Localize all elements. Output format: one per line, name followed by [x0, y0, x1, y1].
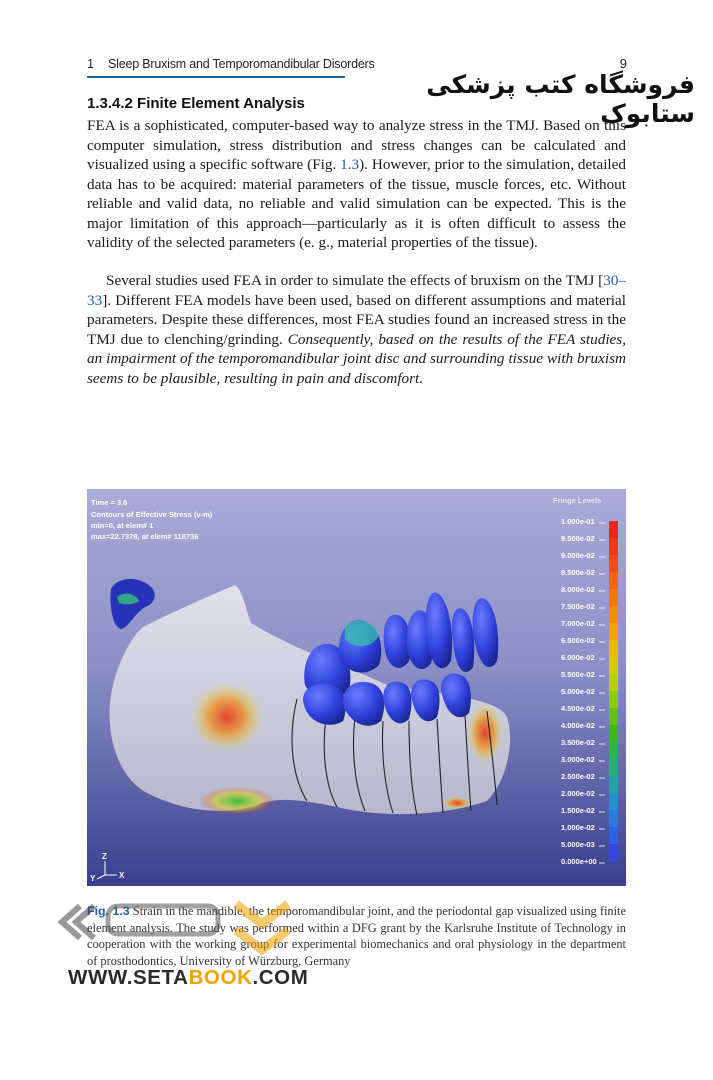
legend-level-label: 1.000e-01 — [561, 517, 595, 526]
axis-y-label: Y — [90, 874, 96, 883]
citation-link[interactable]: 30–33 — [87, 272, 626, 309]
legend-level-label: 2.000e-02 — [561, 789, 595, 798]
legend-level-label: 7.000e-02 — [561, 619, 595, 628]
stress-hotspot-chin — [443, 797, 471, 809]
setabook-logo-watermark — [58, 896, 328, 964]
stress-hotspot-ramus — [191, 683, 263, 751]
legend-level-label: 1.500e-02 — [561, 806, 595, 815]
legend-swatch — [609, 572, 618, 590]
site-url-watermark — [68, 966, 308, 990]
info-line-1: Contours of Effective Stress (v-m) — [91, 510, 213, 519]
legend-swatch — [609, 742, 618, 760]
legend-level-label: 2.500e-02 — [561, 772, 595, 781]
legend-level-label: 3.000e-02 — [561, 755, 595, 764]
section-heading: 1.3.4.2 Finite Element Analysis — [87, 95, 305, 112]
info-line-2: min=0, at elem# 1 — [91, 521, 154, 530]
legend-swatch — [609, 657, 618, 675]
p2-italic-conclusion: Consequently, based on the results of the FEA studies, an impairment of the temporomandibular joint disc and surrounding tissue with bruxism seems to be plausible, resulting in pain and discomfort. — [87, 330, 626, 387]
legend-level-label: 8.000e-02 — [561, 585, 595, 594]
legend-level-label: 9.000e-02 — [561, 551, 595, 560]
legend-level-label: 6.500e-02 — [561, 636, 595, 645]
page-number: 9 — [619, 56, 627, 71]
legend-swatch — [609, 759, 618, 777]
legend-level-label: 1.000e-02 — [561, 823, 595, 832]
info-line-0: Time = 3.6 — [91, 498, 128, 507]
p1-text-b: ). However, prior to the simulation, detailed data has to be acquired: material parameters of the tissue, muscle forces, etc. Without reliable and valid data, no reliable and valid simulation can be expected. This is the major limitation of this approach—particularly as it is often difficult to assess the validity of the selected parameters (e. g., material properties of the tissue). — [87, 156, 626, 251]
url-part-1: WWW.SETA — [68, 966, 189, 989]
legend-title: Fringe Levels — [553, 496, 602, 505]
url-part-2: BOOK — [188, 966, 253, 989]
figure-reference-link[interactable]: 1.3 — [340, 156, 360, 173]
stress-hotspot-front — [467, 703, 503, 763]
legend-level-label: 0.000e+00 — [561, 857, 597, 866]
legend-swatch — [609, 555, 618, 573]
legend-level-label: 4.500e-02 — [561, 704, 595, 713]
fea-figure — [87, 489, 626, 886]
legend-swatch — [609, 691, 618, 709]
persian-watermark: فروشگاه کتب پزشکی ستابوک — [426, 70, 695, 128]
axis-x-label: X — [119, 871, 125, 880]
p1-text-a: FEA is a sophisticated, computer-based way to analyze stress in the TMJ. Based on this computer simulation, stress distribution and stress changes can be calculated and visualized using a specific software (Fig. — [87, 117, 626, 173]
legend-swatch — [609, 810, 618, 828]
legend-swatch — [609, 589, 618, 607]
legend-level-label: 8.500e-02 — [561, 568, 595, 577]
url-part-3: .COM — [252, 966, 309, 989]
figure-label: Fig. 1.3 — [87, 904, 130, 918]
axis-z-label: Z — [102, 852, 107, 861]
paragraph-1 — [87, 116, 626, 253]
legend-level-label: 9.500e-02 — [561, 534, 595, 543]
legend-level-label: 6.000e-02 — [561, 653, 595, 662]
legend-swatch — [609, 725, 618, 743]
legend-swatch — [609, 776, 618, 794]
chapter-number: 1 — [87, 57, 94, 71]
legend-level-label: 5.000e-02 — [561, 687, 595, 696]
p2-text-a: Several studies used FEA in order to simulate the effects of bruxism on the TMJ [ — [106, 272, 604, 289]
legend-level-label: 3.500e-02 — [561, 738, 595, 747]
legend-swatch — [609, 827, 618, 845]
info-line-3: max=22.7378, at elem# 118736 — [91, 532, 199, 541]
caption-text: Strain in the mandible, the temporomandibular joint, and the periodontal gap visualized using finite element analysis. The study was performed within a DFG grant by the Karlsruhe Institute of Technology in cooperation with the working group for experimental biomechanics and oral physiology in the department of prosthodontics, University of Würzburg, Germany — [87, 904, 626, 968]
legend-swatch — [609, 844, 618, 862]
legend-level-label: 7.500e-02 — [561, 602, 595, 611]
legend-swatch — [609, 606, 618, 624]
legend-swatch — [609, 623, 618, 641]
legend-level-label: 5.000e-03 — [561, 840, 595, 849]
p2-text-b: ]. Different FEA models have been used, based on different assumptions and material parameters. Despite these differences, most FEA studies found an increased stress in the TMJ due to clenching/grinding. — [87, 291, 626, 348]
legend-swatch — [609, 640, 618, 658]
legend-swatch — [609, 521, 618, 539]
legend-level-label: 5.500e-02 — [561, 670, 595, 679]
legend-color-bar — [609, 521, 618, 862]
header-rule — [87, 76, 345, 78]
paragraph-2 — [87, 271, 626, 388]
legend-level-label: 4.000e-02 — [561, 721, 595, 730]
legend-swatch — [609, 538, 618, 556]
stress-hotspot-angle — [199, 787, 275, 815]
chapter-title: Sleep Bruxism and Temporomandibular Disorders — [108, 57, 375, 71]
legend-swatch — [609, 674, 618, 692]
legend-swatch — [609, 793, 618, 811]
legend-swatch — [609, 708, 618, 726]
